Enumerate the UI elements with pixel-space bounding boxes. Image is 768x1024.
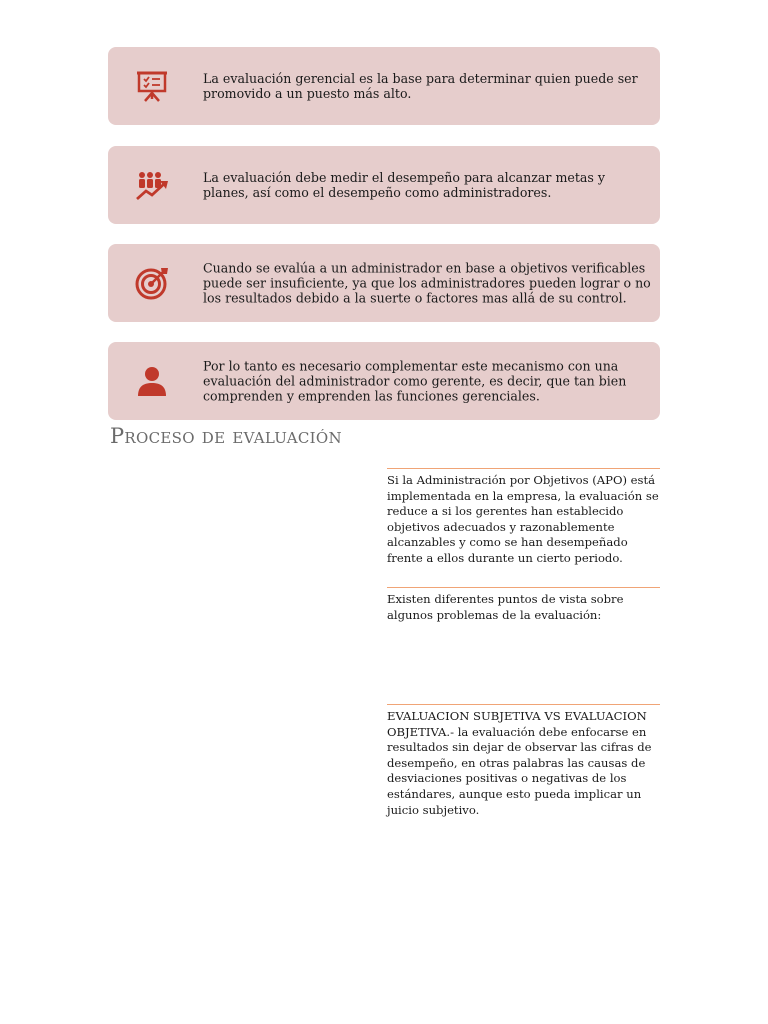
card-text: La evaluación debe medir el desempeño para alcanzar metas y planes, así como el desempeño como administradores. [203, 170, 606, 200]
subjective-objective-paragraph [387, 704, 660, 818]
team-growth-icon [132, 165, 172, 205]
info-card-promotion [108, 47, 660, 125]
card-text: Por lo tanto es necesario complementar este mecanismo con una evaluación del administrador como gerente, es decir, que tan bien comprenden y emprenden las funciones gerenciales. [203, 358, 627, 404]
person-icon [132, 361, 172, 401]
target-icon [132, 263, 172, 303]
section-title [110, 424, 342, 448]
section-title-text: Proceso de evaluación [110, 424, 342, 448]
card-text: La evaluación gerencial es la base para determinar quien puede ser promovido a un puesto más alto. [203, 71, 638, 101]
apo-paragraph-text: Si la Administración por Objetivos (APO) está implementada en la empresa, la evaluación se reduce a si los gerentes han establecido objetivos adecuados y razonablemente alcanzables y como se han desempeñado frente a ellos durante un cierto periodo. [387, 473, 659, 565]
info-card-objectives [108, 244, 660, 322]
viewpoints-paragraph [387, 587, 660, 623]
subjective-objective-paragraph-text: EVALUACION SUBJETIVA VS EVALUACION OBJETIVA.- la evaluación debe enfocarse en resultados sin dejar de observar las cifras de desempeño, en otras palabras las causas de desviaciones positivas o negativas de los estándares, aunque esto pueda implicar un juicio subjetivo. [387, 709, 652, 817]
card-text: Cuando se evalúa a un administrador en base a objetivos verificables puede ser insuficiente, ya que los administradores pueden lograr o no los resultados debido a la suerte o factores mas allá de su control. [203, 260, 651, 306]
viewpoints-paragraph-text: Existen diferentes puntos de vista sobre algunos problemas de la evaluación: [387, 592, 624, 622]
info-card-complement [108, 342, 660, 420]
presentation-board-icon [132, 66, 172, 106]
info-card-performance [108, 146, 660, 224]
apo-paragraph [387, 468, 660, 567]
